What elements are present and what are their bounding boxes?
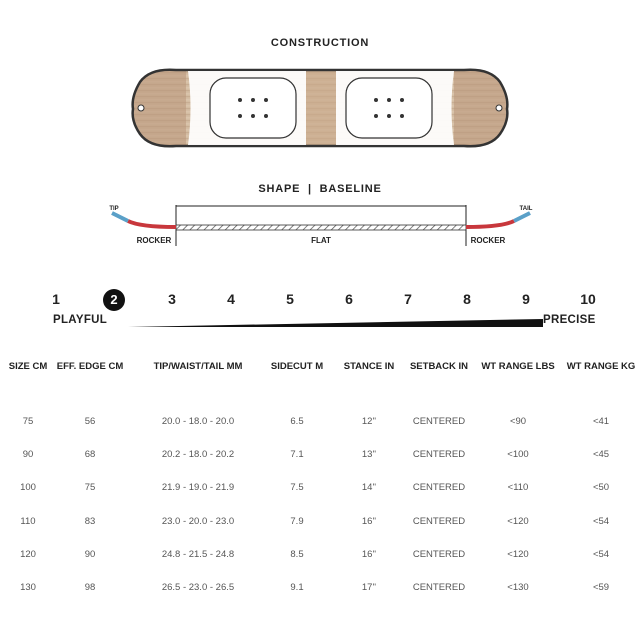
rocker-right-label: ROCKER (470, 236, 506, 245)
tail-curve (514, 213, 530, 221)
front-insert-pad (210, 78, 296, 138)
table-cell: 23.0 - 20.0 - 23.0 (161, 516, 235, 527)
table-cell: <90 (509, 416, 527, 427)
table-cell: CENTERED (412, 449, 466, 460)
shape-baseline-title: SHAPE | BASELINE (258, 183, 382, 195)
table-row (0, 449, 640, 465)
table-cell: <130 (507, 582, 529, 593)
table-row (0, 416, 640, 432)
table-cell: 13'' (361, 449, 377, 460)
flat-section (176, 225, 466, 230)
table-cell: 100 (20, 482, 36, 493)
table-cell: 75 (84, 482, 96, 493)
table-row (0, 549, 640, 565)
scale-number-9: 9 (522, 291, 530, 307)
table-cell: <54 (592, 516, 610, 527)
table-cell: 83 (84, 516, 96, 527)
table-row (0, 516, 640, 532)
flex-wedge (0, 316, 640, 330)
tip-curve (112, 213, 128, 221)
table-cell: 20.0 - 18.0 - 20.0 (161, 416, 235, 427)
table-cell: CENTERED (412, 416, 466, 427)
scale-number-2: 2 (103, 289, 125, 311)
rocker-left-label: ROCKER (136, 236, 172, 245)
table-cell: <45 (592, 449, 610, 460)
column-header: EFF. EDGE CM (56, 361, 124, 372)
table-cell: 110 (20, 516, 36, 527)
flat-label: FLAT (311, 236, 331, 245)
column-header: SIZE CM (8, 361, 48, 372)
scale-number-10: 10 (580, 291, 596, 307)
table-cell: 16'' (361, 516, 377, 527)
table-cell: 8.5 (290, 549, 304, 560)
table-cell: <120 (507, 516, 529, 527)
table-cell: 24.8 - 21.5 - 24.8 (161, 549, 235, 560)
table-cell: 17'' (361, 582, 377, 593)
table-cell: <50 (592, 482, 610, 493)
table-cell: <54 (592, 549, 610, 560)
rear-insert-pad (346, 78, 432, 138)
table-cell: 9.1 (290, 582, 304, 593)
scale-number-4: 4 (227, 291, 235, 307)
table-cell: <120 (507, 549, 529, 560)
table-cell: 20.2 - 18.0 - 20.2 (161, 449, 235, 460)
table-cell: 12'' (361, 416, 377, 427)
table-cell: 68 (84, 449, 96, 460)
table-cell: 7.5 (290, 482, 304, 493)
scale-right-label: PRECISE (543, 314, 596, 326)
table-row (0, 482, 640, 498)
scale-left-label: PLAYFUL (53, 314, 108, 326)
column-header: TIP/WAIST/TAIL MM (153, 361, 243, 372)
table-cell: 7.9 (290, 516, 304, 527)
table-cell: 90 (22, 449, 34, 460)
table-cell: 7.1 (290, 449, 304, 460)
table-cell: 16'' (361, 549, 377, 560)
column-header: WT RANGE LBS (481, 361, 555, 372)
table-cell: 56 (84, 416, 96, 427)
table-cell: 120 (20, 549, 36, 560)
column-header: WT RANGE KG (566, 361, 636, 372)
column-header: SIDECUT M (270, 361, 324, 372)
scale-number-3: 3 (168, 291, 176, 307)
table-cell: <100 (507, 449, 529, 460)
snowboard-core-diagram (0, 60, 640, 156)
table-cell: CENTERED (412, 582, 466, 593)
table-header-row (0, 361, 640, 377)
scale-number-5: 5 (286, 291, 294, 307)
tail-label: TAIL (519, 206, 533, 212)
table-row (0, 582, 640, 598)
scale-number-6: 6 (345, 291, 353, 307)
scale-number-8: 8 (463, 291, 471, 307)
construction-title: CONSTRUCTION (270, 37, 370, 49)
table-cell: 21.9 - 19.0 - 21.9 (161, 482, 235, 493)
table-cell: 90 (84, 549, 96, 560)
rocker-right-curve (466, 221, 514, 227)
board-body (120, 60, 520, 156)
table-cell: CENTERED (412, 482, 466, 493)
table-cell: 26.5 - 23.0 - 26.5 (161, 582, 235, 593)
table-cell: 6.5 (290, 416, 304, 427)
table-cell: 130 (20, 582, 36, 593)
table-cell: <59 (592, 582, 610, 593)
scale-number-7: 7 (404, 291, 412, 307)
tip-label: TIP (109, 206, 119, 212)
table-cell: CENTERED (412, 516, 466, 527)
table-cell: 14'' (361, 482, 377, 493)
column-header: STANCE IN (343, 361, 395, 372)
scale-number-1: 1 (52, 291, 60, 307)
baseline-profile-diagram (0, 200, 640, 250)
table-cell: <110 (507, 482, 529, 493)
table-cell: 98 (84, 582, 96, 593)
table-cell: <41 (592, 416, 610, 427)
table-cell: CENTERED (412, 549, 466, 560)
rocker-left-curve (128, 221, 176, 227)
table-cell: 75 (22, 416, 34, 427)
column-header: SETBACK IN (409, 361, 469, 372)
